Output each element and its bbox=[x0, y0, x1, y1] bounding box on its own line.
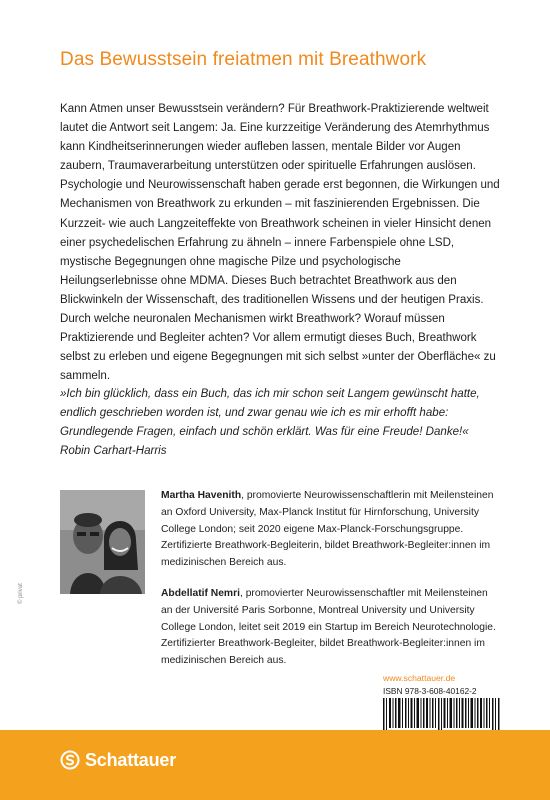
endorsement-quote bbox=[60, 385, 500, 461]
publisher-name: Schattauer bbox=[85, 749, 177, 770]
quote-author: Robin Carhart-Harris bbox=[60, 445, 167, 458]
author-name-1: Martha Havenith bbox=[161, 490, 242, 501]
author-bio-1 bbox=[161, 488, 501, 572]
author-bio-text-2: , promovierter Neurowissenschaftler mit Meilensteinen an der Université Paris Sorbonne, Montreal University und University College London, leitet seit 2019 ein Startup im Bereich Neurotechnologie. Zertifizierter Breathwork-Begleiter, bildet Breathwork-Begleiter:innen im medizinischen Bereich aus. bbox=[161, 588, 496, 667]
book-title: Das Bewusstsein freiatmen mit Breathwork bbox=[60, 49, 427, 70]
photo-credit: © privat bbox=[18, 583, 24, 604]
barcode-icon bbox=[383, 698, 501, 732]
author-bio-text-1: , promovierte Neurowissenschaftlerin mit Meilensteinen an Oxford University, Max-Planck Institut für Hirnforschung, University College London; seit 2020 eigene Max-Planck-Forschungsgruppe. Zertifizierte Breathwork-Begleiterin, bildet Breathwork-Begleiter:innen im medizinischen Bereich aus. bbox=[161, 490, 494, 569]
publisher-website[interactable]: www.schattauer.de bbox=[383, 673, 456, 683]
blurb-paragraph-2: Psychologie und Neurowissenschaft haben gerade erst begonnen, die Wirkungen und Mechanismen von Breathwork zu erkunden – mit faszinierenden Ergebnissen. Die Kurzzeit- wie auch Langzeiteffekte von Breathwork scheinen in vieler Hinsicht denen einer psychedelischen Erfahrung zu ähneln – innere Farbenspiele ohne LSD, mystische Begegnungen ohne magische Pilze und psychologische Heilungserlebnisse ohne MDMA. Dieses Buch betrachtet Breathwork aus den Blickwinkeln der Wissenschaft, des traditionellen Wissens und der heutigen Praxis. Durch welche neuronalen Mechanismen wirkt Breathwork? Worauf müssen Praktizierende und Begleiter achten? Vor allem ermutigt dieses Buch, Breathwork selbst zu erleben und eigene Begegnungen mit sich selbst »unter der Oberfläche« zu sammeln. bbox=[60, 179, 500, 383]
footer-band bbox=[0, 730, 550, 800]
author-photo bbox=[60, 490, 145, 594]
schattauer-logo-icon bbox=[60, 750, 80, 770]
barcode-area bbox=[383, 686, 501, 732]
blurb-paragraph-1: Kann Atmen unser Bewusstsein verändern? Für Breathwork-Praktizierende weltweit lautet die Antwort seit Langem: Ja. Eine kurzzeitige Veränderung des Atemrhythmus kann Kindheitserinnerungen wieder aufleben lassen, mentale Bilder vor Augen zaubern, Traumaverarbeitung unterstützen oder spirituelle Erfahrungen auslösen. bbox=[60, 103, 490, 173]
blurb bbox=[60, 100, 500, 386]
author-bio-2 bbox=[161, 586, 501, 670]
publisher-logo bbox=[60, 748, 176, 772]
author-name-2: Abdellatif Nemri bbox=[161, 588, 240, 599]
isbn: ISBN 978-3-608-40162-2 bbox=[383, 686, 477, 696]
quote-text: »Ich bin glücklich, dass ein Buch, das ich mir schon seit Langem gewünscht hatte, endlich geschrieben worden ist, und zwar genau wie ich es mir erhofft habe: Grundlegende Fragen, einfach und schön erklärt. Was für eine Freude! Danke!« bbox=[60, 388, 480, 439]
